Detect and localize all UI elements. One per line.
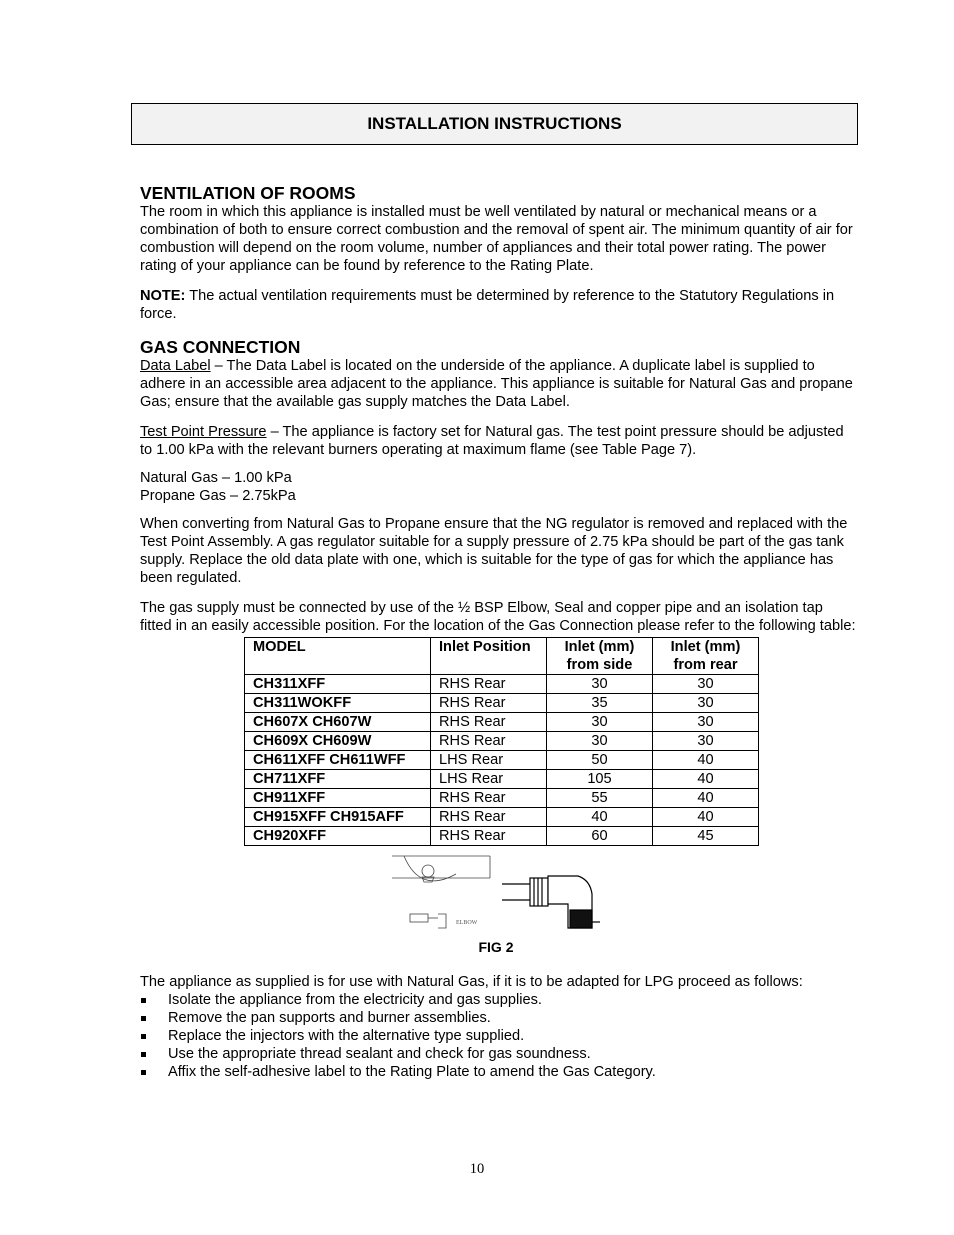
bullet-icon — [141, 1016, 146, 1021]
position-cell: RHS Rear — [431, 732, 547, 751]
header-model: MODEL — [245, 638, 431, 675]
rear-cell: 30 — [653, 675, 759, 694]
model-cell: CH911XFF — [245, 789, 431, 808]
document-content — [140, 183, 856, 1081]
side-cell: 60 — [547, 827, 653, 846]
side-cell: 35 — [547, 694, 653, 713]
model-cell: CH611XFF CH611WFF — [245, 751, 431, 770]
table-row — [245, 770, 759, 789]
position-cell: RHS Rear — [431, 713, 547, 732]
header-side-line-1: Inlet (mm) — [564, 639, 635, 655]
table-row — [245, 827, 759, 846]
model-cell: CH920XFF — [245, 827, 431, 846]
table-row — [245, 732, 759, 751]
lpg-intro: The appliance as supplied is for use with Natural Gas, if it is to be adapted for LPG proceed as follows: — [140, 974, 803, 990]
rear-cell: 40 — [653, 770, 759, 789]
table-row — [245, 694, 759, 713]
table-header-row — [245, 638, 759, 675]
gas-connection-table — [244, 637, 759, 846]
note-text: The actual ventilation requirements must be determined by reference to the Statutory Regulations in force. — [140, 288, 835, 322]
header-inlet-from-side — [547, 638, 653, 675]
ventilation-note — [140, 287, 856, 323]
list-item — [140, 1027, 856, 1045]
ventilation-heading: VENTILATION OF ROOMS — [140, 183, 356, 203]
natural-gas-pressure: Natural Gas – 1.00 kPa — [140, 470, 292, 486]
list-item-text: Isolate the appliance from the electricity and gas supplies. — [168, 992, 542, 1008]
position-cell: RHS Rear — [431, 675, 547, 694]
header-inlet-from-rear — [653, 638, 759, 675]
side-cell: 40 — [547, 808, 653, 827]
side-cell: 30 — [547, 675, 653, 694]
model-cell: CH609X CH609W — [245, 732, 431, 751]
page-number: 10 — [469, 1161, 485, 1177]
ventilation-body: The room in which this appliance is installed must be well ventilated by natural or mechanical means or a combination of both to ensure correct combustion and the removal of spent air. The minimum quantity of air for combustion will depend on the room volume, number of appliances and their total power rating. The power rating of your appliance can be found by reference to the Rating Plate. — [140, 204, 853, 274]
appliance-sketch — [392, 856, 490, 928]
model-cell: CH915XFF CH915AFF — [245, 808, 431, 827]
figure-2 — [140, 854, 856, 938]
model-cell: CH711XFF — [245, 770, 431, 789]
list-item — [140, 1009, 856, 1027]
header-side-line-2: from side — [566, 657, 633, 673]
rear-cell: 40 — [653, 751, 759, 770]
model-cell: CH311WOKFF — [245, 694, 431, 713]
position-cell: RHS Rear — [431, 827, 547, 846]
lpg-steps-list — [140, 991, 856, 1081]
side-cell: 30 — [547, 732, 653, 751]
side-cell: 50 — [547, 751, 653, 770]
data-label-paragraph — [140, 357, 856, 411]
rear-cell: 40 — [653, 808, 759, 827]
table-row — [245, 808, 759, 827]
title-box — [131, 103, 858, 145]
header-rear-line-2: from rear — [673, 657, 738, 673]
position-cell: RHS Rear — [431, 789, 547, 808]
rear-cell: 40 — [653, 789, 759, 808]
test-point-text: – The appliance is factory set for Natural gas. The test point pressure should be adjusted to 1.00 kPa with the relevant burners operating at maximum flame (see Table Page 7). — [140, 424, 844, 458]
position-cell: LHS Rear — [431, 770, 547, 789]
converting-paragraph: When converting from Natural Gas to Propane ensure that the NG regulator is removed and replaced with the Test Point Assembly. A gas regulator suitable for a supply pressure of 2.75 kPa should be part of the gas tank supply. Replace the old data plate with one, which is suitable for the type of gas for which the appliance has been regulated. — [140, 516, 848, 586]
bullet-icon — [141, 1070, 146, 1075]
test-point-term: Test Point Pressure — [140, 424, 267, 440]
list-item-text: Replace the injectors with the alternative type supplied. — [168, 1028, 525, 1044]
elbow-label: ELBOW — [456, 920, 478, 926]
list-item-text: Affix the self-adhesive label to the Rating Plate to amend the Gas Category. — [168, 1064, 656, 1080]
list-item — [140, 1063, 856, 1081]
position-cell: RHS Rear — [431, 694, 547, 713]
table-row — [245, 675, 759, 694]
note-label: NOTE: — [140, 288, 186, 304]
list-item — [140, 1045, 856, 1063]
list-item-text: Remove the pan supports and burner assemblies. — [168, 1010, 491, 1026]
position-cell: RHS Rear — [431, 808, 547, 827]
list-item — [140, 991, 856, 1009]
side-cell: 55 — [547, 789, 653, 808]
gas-elbow-diagram — [390, 854, 605, 938]
bullet-icon — [141, 998, 146, 1003]
bullet-icon — [141, 1052, 146, 1057]
table-row — [245, 789, 759, 808]
model-cell: CH311XFF — [245, 675, 431, 694]
table-row — [245, 713, 759, 732]
position-cell: LHS Rear — [431, 751, 547, 770]
test-point-paragraph — [140, 423, 856, 459]
header-inlet-position: Inlet Position — [431, 638, 547, 675]
model-cell: CH607X CH607W — [245, 713, 431, 732]
propane-gas-pressure: Propane Gas – 2.75kPa — [140, 488, 296, 504]
gas-connection-heading: GAS CONNECTION — [140, 337, 301, 357]
side-cell: 30 — [547, 713, 653, 732]
page-title: INSTALLATION INSTRUCTIONS — [367, 114, 622, 133]
supply-paragraph: The gas supply must be connected by use of the ½ BSP Elbow, Seal and copper pipe and an isolation tap fitted in an easily accessible position. For the location of the Gas Connection please refer to the following table: — [140, 600, 856, 634]
rear-cell: 45 — [653, 827, 759, 846]
header-rear-line-1: Inlet (mm) — [670, 639, 741, 655]
data-label-text: – The Data Label is located on the underside of the appliance. A duplicate label is supplied to adhere in an accessible area adjacent to the appliance. This appliance is suitable for Natural Gas and propane Gas; ensure that the available gas supply matches the Data Label. — [140, 358, 853, 410]
table-row — [245, 751, 759, 770]
side-cell: 105 — [547, 770, 653, 789]
rear-cell: 30 — [653, 713, 759, 732]
bullet-icon — [141, 1034, 146, 1039]
elbow-fitting-icon — [502, 876, 600, 928]
rear-cell: 30 — [653, 694, 759, 713]
list-item-text: Use the appropriate thread sealant and check for gas soundness. — [168, 1046, 591, 1062]
figure-caption: FIG 2 — [478, 939, 514, 955]
rear-cell: 30 — [653, 732, 759, 751]
data-label-term: Data Label — [140, 358, 211, 374]
